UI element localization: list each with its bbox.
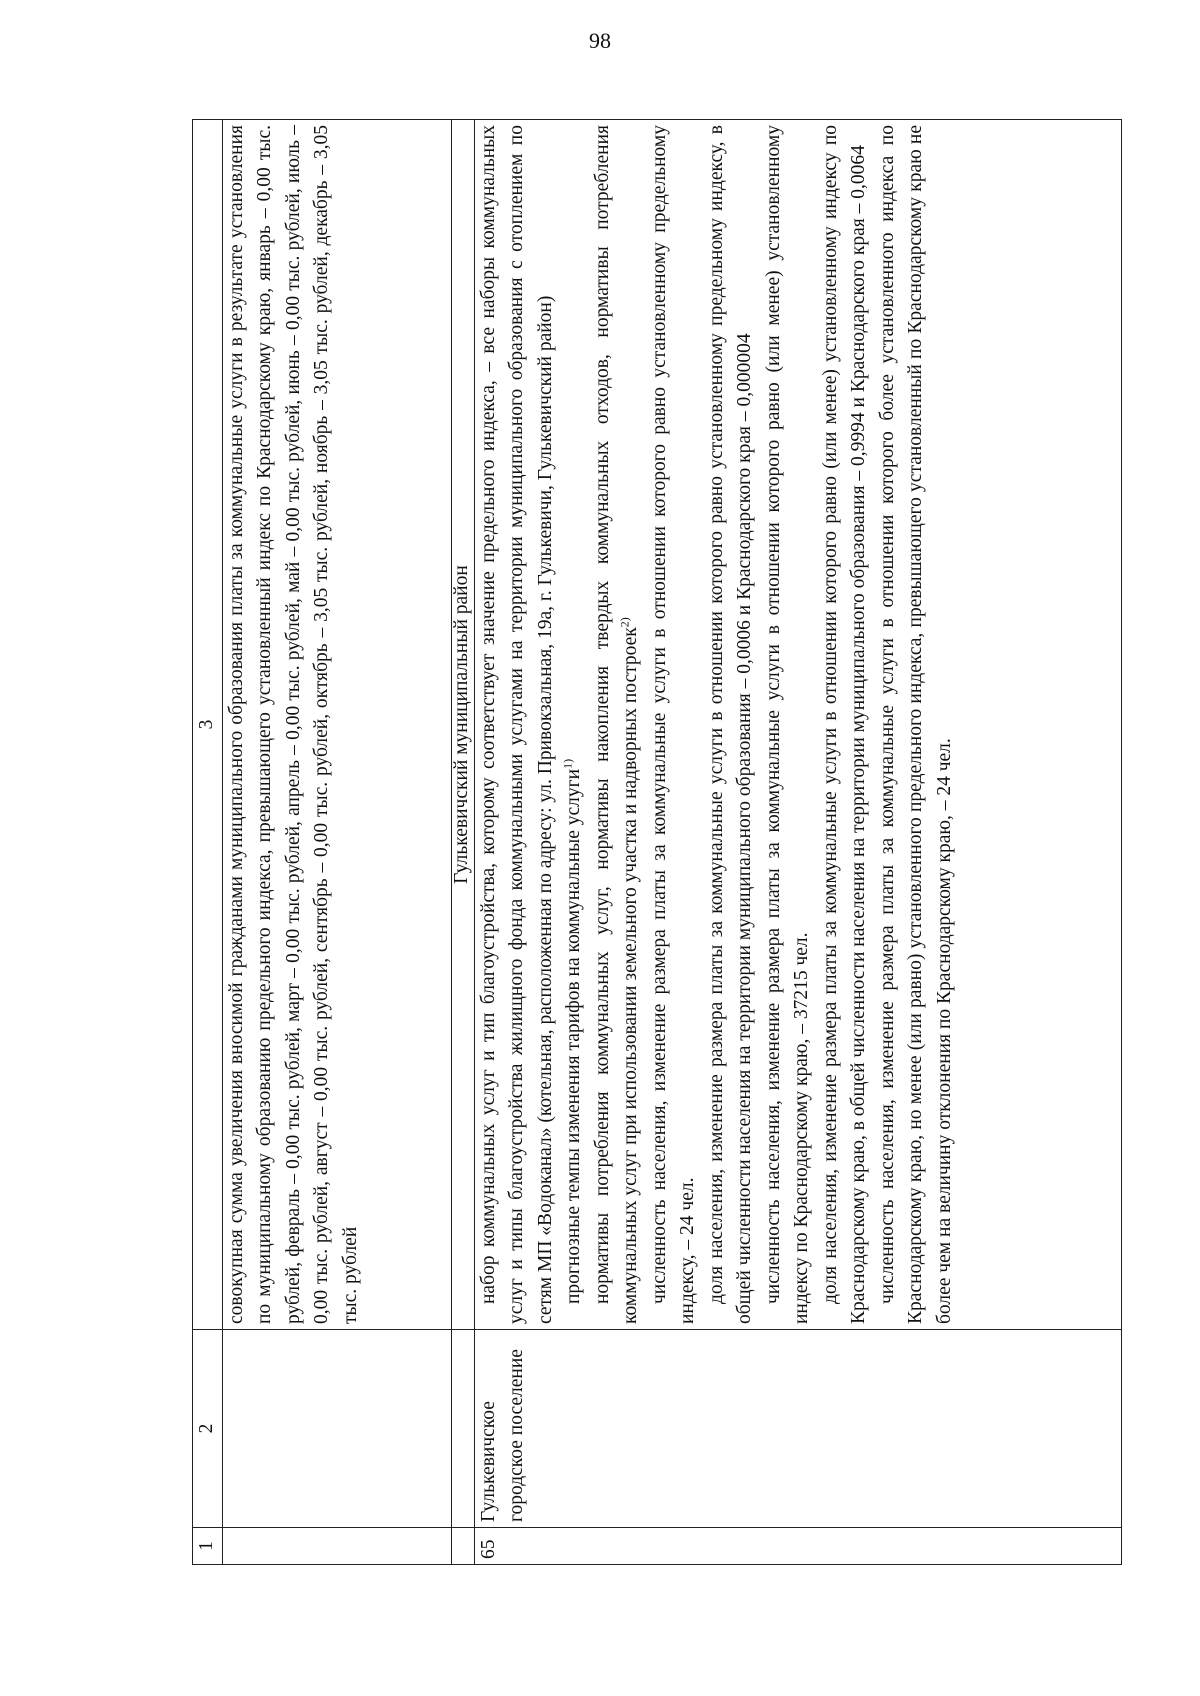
header-col-1: 1 bbox=[193, 1528, 223, 1565]
row-number: 65 bbox=[474, 1528, 1122, 1565]
page-number: 98 bbox=[589, 28, 611, 53]
header-col-3: 3 bbox=[193, 120, 223, 1330]
header-col-2: 2 bbox=[193, 1330, 223, 1528]
population-share-regional-index-text: доля населения, изменение размера платы за коммунальные услуги в отношении которого равно (или менее) установленному индексу по Краснодарскому краю, в общей численности населения на территории муниципального образования – 0,9994 и Краснодарского края – 0,0064 bbox=[819, 125, 869, 1324]
tariff-forecast-text bbox=[560, 125, 589, 1324]
rotated-table-frame bbox=[192, 120, 1122, 1565]
district-row bbox=[451, 120, 474, 1565]
district-title: Гулькевичский муниципальный район bbox=[451, 120, 474, 1330]
district-cell-empty-2 bbox=[451, 1330, 474, 1528]
population-limit-index-text: численность населения, изменение размера платы за коммунальные услуги в отношении которого равно установленному предельному индексу, – 24 чел. bbox=[648, 125, 698, 1324]
tariff-table bbox=[192, 119, 1122, 1565]
tariff-forecast-label: прогнозные темпы изменения тарифов на коммунальные услуги bbox=[563, 768, 584, 1304]
population-share-limit-index-text: доля населения, изменение размера платы за коммунальные услуги в отношении которого равно установленному предельному индексу, в общей численности населения на территории муниципального образования – 0,0006 и Краснодарского края – 0,000004 bbox=[705, 125, 755, 1324]
consumption-norms-text bbox=[589, 125, 646, 1324]
row-description bbox=[474, 120, 1122, 1330]
payment-increase-text: совокупная сумма увеличения вносимой гражданами муниципального образования платы за коммунальные услуги в результате установления по муниципальному образованию предельного индекса, превышающего установленный индекс по Краснодарскому краю, январь – 0,00 тыс. рублей, февраль – 0,00 тыс. рублей, март – 0,00 тыс. рублей, апрель – 0,00 тыс. рублей, май – 0,00 тыс. рублей, июнь – 0,00 тыс. рублей, июль – 0,00 тыс. рублей, август – 0,00 тыс. рублей, сентябрь – 0,00 тыс. рублей, октябрь – 3,05 тыс. рублей, ноябрь – 3,05 тыс. рублей, декабрь – 3,05 тыс. рублей bbox=[225, 125, 361, 1324]
footnote-2-marker: 2) bbox=[617, 617, 632, 628]
district-cell-empty-1 bbox=[451, 1528, 474, 1565]
municipality-name: Гулькевичское городское поселение bbox=[474, 1330, 1122, 1528]
cell-description bbox=[222, 120, 451, 1330]
cell-municipality bbox=[222, 1330, 451, 1528]
table-row-continuation bbox=[222, 120, 451, 1565]
consumption-norms-label: нормативы потребления коммунальных услуг, нормативы накопления твердых коммунальных отходов, нормативы потребления коммунальных услуг при использовании земельного участка и надворных построек bbox=[591, 125, 641, 1324]
population-above-regional-index-text: численность населения, изменение размера платы за коммунальные услуги в отношении которого более установленного индекса по Краснодарскому краю, но менее (или равно) установленного предельного индекса, превышающего установленный по Краснодарскому краю не более чем на величину отклонения по Краснодарскому краю, – 24 чел. bbox=[876, 125, 955, 1324]
footnote-1-marker: 1) bbox=[560, 758, 575, 769]
population-regional-index-text: численность населения, изменение размера платы за коммунальные услуги в отношении которого равно (или менее) установленному индексу по Краснодарскому краю, – 37215 чел. bbox=[762, 125, 812, 1324]
cell-number bbox=[222, 1528, 451, 1565]
table-header-row bbox=[193, 120, 223, 1565]
services-set-text: набор коммунальных услуг и тип благоустройства, которому соответствует значение предельного индекса, – все наборы коммунальных услуг и типы благоустройства жилищного фонда коммунальными услугами на территории муниципального образования с отоплением по сетям МП «Водоканал» (котельная, расположенная по адресу: ул. Привокзальная, 19а, г. Гулькевичи, Гулькевичский район) bbox=[477, 125, 556, 1324]
table-row-65 bbox=[474, 120, 1122, 1565]
